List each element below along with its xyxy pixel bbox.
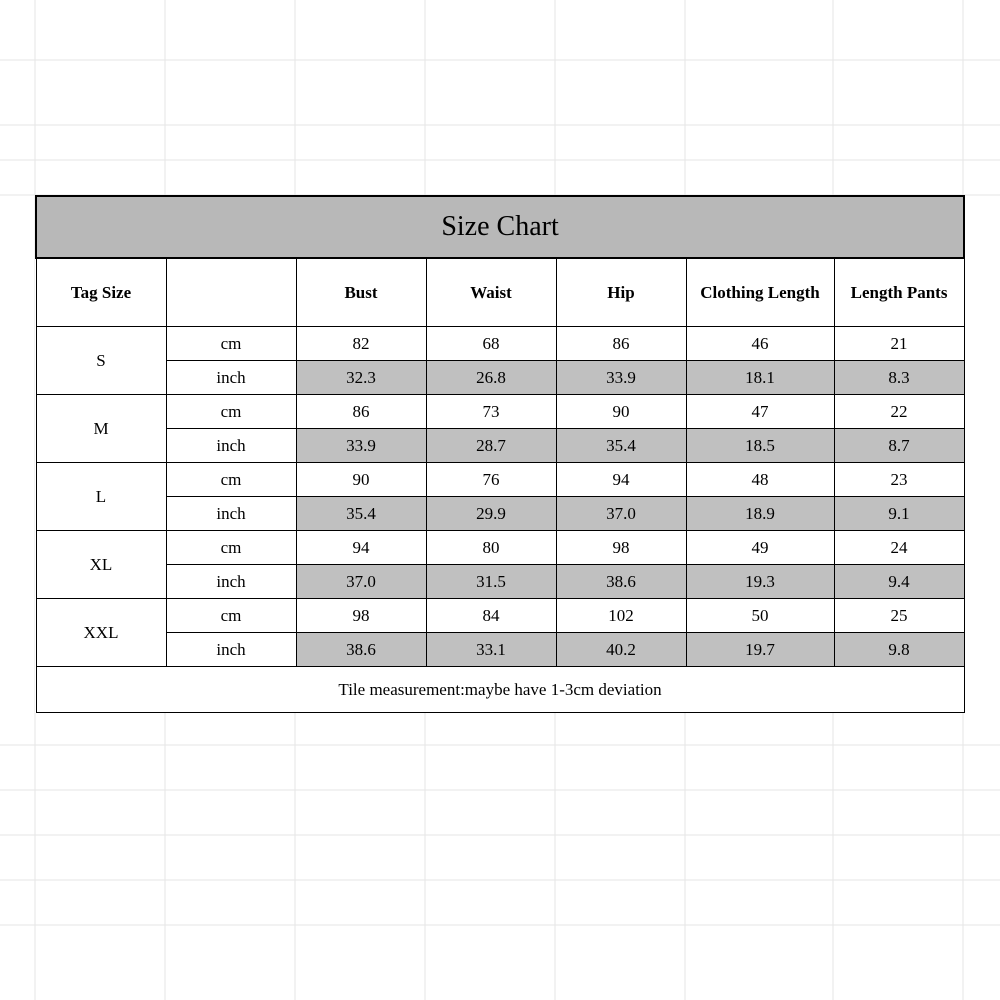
size-chart-table — [35, 195, 965, 713]
measurement-cell: 9.1 — [834, 497, 964, 531]
table-row — [36, 599, 964, 633]
measurement-cell: 33.9 — [556, 361, 686, 395]
measurement-cell: 98 — [296, 599, 426, 633]
measurement-cell: 49 — [686, 531, 834, 565]
measurement-cell: 35.4 — [556, 429, 686, 463]
measurement-cell: 25 — [834, 599, 964, 633]
measurement-cell: 86 — [296, 395, 426, 429]
measurement-cell: 19.3 — [686, 565, 834, 599]
column-header-bust: Bust — [296, 258, 426, 327]
table-row — [36, 327, 964, 361]
measurement-cell: 8.7 — [834, 429, 964, 463]
column-header-clothing-length: Clothing Length — [686, 258, 834, 327]
unit-cell: inch — [166, 429, 296, 463]
unit-cell: inch — [166, 565, 296, 599]
table-row — [36, 497, 964, 531]
measurement-cell: 82 — [296, 327, 426, 361]
measurement-cell: 46 — [686, 327, 834, 361]
tag-size-cell: XL — [36, 531, 166, 599]
measurement-cell: 86 — [556, 327, 686, 361]
measurement-cell: 73 — [426, 395, 556, 429]
column-header-length-pants: Length Pants — [834, 258, 964, 327]
measurement-cell: 9.4 — [834, 565, 964, 599]
unit-cell: inch — [166, 633, 296, 667]
measurement-cell: 21 — [834, 327, 964, 361]
measurement-cell: 18.9 — [686, 497, 834, 531]
measurement-cell: 38.6 — [556, 565, 686, 599]
column-header-tag-size: Tag Size — [36, 258, 166, 327]
unit-cell: cm — [166, 531, 296, 565]
unit-cell: cm — [166, 463, 296, 497]
measurement-cell: 24 — [834, 531, 964, 565]
table-row — [36, 463, 964, 497]
measurement-cell: 37.0 — [556, 497, 686, 531]
measurement-cell: 98 — [556, 531, 686, 565]
table-row — [36, 565, 964, 599]
unit-cell: cm — [166, 599, 296, 633]
measurement-cell: 35.4 — [296, 497, 426, 531]
table-title: Size Chart — [36, 196, 964, 258]
measurement-cell: 40.2 — [556, 633, 686, 667]
table-row — [36, 395, 964, 429]
unit-cell: cm — [166, 395, 296, 429]
table-row — [36, 531, 964, 565]
measurement-cell: 80 — [426, 531, 556, 565]
column-header-waist: Waist — [426, 258, 556, 327]
measurement-cell: 8.3 — [834, 361, 964, 395]
measurement-cell: 33.1 — [426, 633, 556, 667]
measurement-cell: 19.7 — [686, 633, 834, 667]
measurement-cell: 33.9 — [296, 429, 426, 463]
measurement-cell: 28.7 — [426, 429, 556, 463]
table-row — [36, 429, 964, 463]
measurement-cell: 50 — [686, 599, 834, 633]
unit-cell: cm — [166, 327, 296, 361]
header-row — [36, 258, 964, 327]
table-row — [36, 361, 964, 395]
measurement-cell: 90 — [296, 463, 426, 497]
footer-row — [36, 667, 964, 713]
measurement-cell: 37.0 — [296, 565, 426, 599]
measurement-cell: 48 — [686, 463, 834, 497]
tag-size-cell: XXL — [36, 599, 166, 667]
measurement-cell: 32.3 — [296, 361, 426, 395]
measurement-cell: 84 — [426, 599, 556, 633]
tag-size-cell: S — [36, 327, 166, 395]
measurement-cell: 76 — [426, 463, 556, 497]
measurement-cell: 26.8 — [426, 361, 556, 395]
measurement-cell: 9.8 — [834, 633, 964, 667]
measurement-cell: 18.5 — [686, 429, 834, 463]
column-header-hip: Hip — [556, 258, 686, 327]
measurement-cell: 102 — [556, 599, 686, 633]
table-row — [36, 633, 964, 667]
tag-size-cell: M — [36, 395, 166, 463]
measurement-cell: 22 — [834, 395, 964, 429]
unit-cell: inch — [166, 497, 296, 531]
measurement-note: Tile measurement:maybe have 1-3cm deviation — [36, 667, 964, 713]
title-row — [36, 196, 964, 258]
measurement-cell: 29.9 — [426, 497, 556, 531]
measurement-cell: 31.5 — [426, 565, 556, 599]
measurement-cell: 90 — [556, 395, 686, 429]
unit-cell: inch — [166, 361, 296, 395]
measurement-cell: 94 — [556, 463, 686, 497]
tag-size-cell: L — [36, 463, 166, 531]
measurement-cell: 68 — [426, 327, 556, 361]
measurement-cell: 23 — [834, 463, 964, 497]
column-header-unit — [166, 258, 296, 327]
measurement-cell: 47 — [686, 395, 834, 429]
measurement-cell: 18.1 — [686, 361, 834, 395]
measurement-cell: 38.6 — [296, 633, 426, 667]
measurement-cell: 94 — [296, 531, 426, 565]
